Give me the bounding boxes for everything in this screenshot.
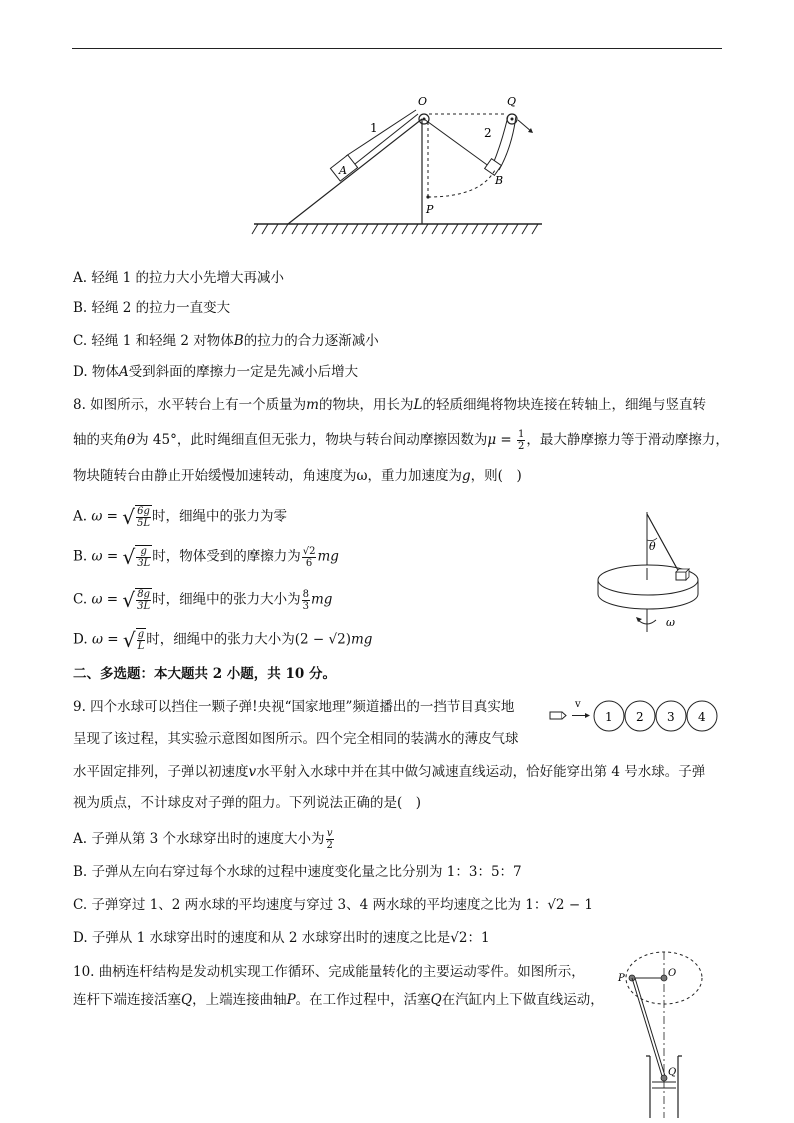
omega-label: ω xyxy=(666,616,675,629)
label-P: P xyxy=(426,203,434,216)
section-2-title: 二、多选题：本大题共 2 小题，共 10 分。 xyxy=(73,666,336,682)
bullet xyxy=(550,712,562,719)
label-P: P xyxy=(618,973,625,984)
piston-Q xyxy=(661,1075,667,1081)
dashed-arc xyxy=(428,170,495,197)
q8-option-d[interactable]: D. ω = √ $\frac{g}{L}$ 时，细绳中的张力大小为(2 − √2)mg xyxy=(73,628,373,652)
rope-1 xyxy=(355,114,418,164)
q10-crank-figure xyxy=(612,948,724,1120)
sqrt-expression: √ $\frac{g}{3L}$ xyxy=(122,545,151,569)
rope-OB xyxy=(424,119,490,167)
label-O: O xyxy=(418,95,428,108)
theta-label: θ xyxy=(649,540,656,553)
label-A: A xyxy=(339,164,347,177)
label-O: O xyxy=(668,968,677,979)
q8-option-b[interactable]: B. ω = √ $\frac{g}{3L}$ 时，物体受到的摩擦力为 $\frac{√2}{6}$ mg xyxy=(73,545,339,569)
q8-turntable-figure xyxy=(590,510,710,635)
q9-stem-line2: 呈现了该过程，其实验示意图如图所示。四个完全相同的装满水的薄皮气球 xyxy=(73,731,519,747)
label-2: 2 xyxy=(484,126,492,140)
q8-option-a[interactable]: A. ω = √ $\frac{6g}{5L}$ 时，细绳中的张力为零 xyxy=(73,505,288,529)
ground-hatch xyxy=(252,224,542,234)
velocity-label: v xyxy=(575,699,581,710)
sqrt-expression: √ $\frac{6g}{5L}$ xyxy=(122,505,151,529)
label-B: B xyxy=(495,174,504,187)
q8-option-c[interactable]: C. ω = √ $\frac{8g}{3L}$ 时，细绳中的张力大小为 $\frac{8}{3}$ mg xyxy=(73,588,333,612)
q8-mu-fraction: $\frac{1}{2}$ xyxy=(518,429,525,452)
q10-stem-line2: 连杆下端连接活塞Q，上端连接曲轴P。在工作过程中，活塞Q在汽缸内上下做直线运动， xyxy=(73,992,604,1008)
incline xyxy=(288,119,422,224)
label-1: 1 xyxy=(370,121,378,135)
label-Q: Q xyxy=(668,1067,677,1078)
q9-option-a[interactable]: A. 子弹从第 3 个水球穿出时的速度大小为 $\frac{v}{2}$ xyxy=(73,828,333,851)
label-Q: Q xyxy=(507,95,517,108)
q9-option-d[interactable]: D. 子弹从 1 水球穿出时的速度和从 2 水球穿出时的速度之比是√2：1 xyxy=(73,930,490,946)
connecting-rod-1 xyxy=(632,978,662,1076)
q8-stem-line1: 8. 如图所示，水平转台上有一个质量为m的物块，用长为L的轻质细绳将物块连接在转轴上，细绳与竖直转 xyxy=(73,397,706,413)
q9-stem-line1: 9. 四个水球可以挡住一颗子弹!央视“国家地理”频道播出的一挡节目真实地 xyxy=(73,699,515,715)
sqrt-expression: √ $\frac{g}{L}$ xyxy=(122,628,145,652)
q9-stem-line3: 水平固定排列，子弹以初速度v水平射入水球中并在其中做匀减速直线运动，恰好能穿出第 4 号水球。子弹 xyxy=(73,764,706,780)
header-rule xyxy=(72,48,722,49)
ball-label-1: 1 xyxy=(605,710,613,724)
q7-option-b[interactable]: B. 轻绳 2 的拉力一直变大 xyxy=(73,300,231,316)
ball-label-4: 4 xyxy=(698,710,706,724)
q8-stem-line3: 物块随转台由静止开始缓慢加速转动，角速度为ω，重力加速度为g，则( ) xyxy=(73,468,522,484)
q7-option-a[interactable]: A. 轻绳 1 的拉力大小先增大再减小 xyxy=(73,270,285,286)
q8-stem-line2: 轴的夹角θ为 45°，此时绳细直但无张力，物块与转台间动摩擦因数为μ = $\frac{1}{2}$ ，最大静摩擦力等于滑动摩擦力， xyxy=(73,429,729,452)
q10-stem-line1: 10. 曲柄连杆结构是发动机实现工作循环、完成能量转化的主要运动零件。如图所示， xyxy=(73,964,585,980)
q9-stem-line4: 视为质点，不计球皮对子弹的阻力。下列说法正确的是( ) xyxy=(73,795,422,811)
sqrt-expression: √ $\frac{8g}{3L}$ xyxy=(122,588,151,612)
q9-option-c[interactable]: C. 子弹穿过 1、2 两水球的平均速度与穿过 3、4 两水球的平均速度之比为 1：√2 − 1 xyxy=(73,897,594,913)
block xyxy=(676,569,689,580)
q7-option-d[interactable]: D. 物体A受到斜面的摩擦力一定是先减小后增大 xyxy=(73,364,359,380)
q9-water-balls-figure xyxy=(548,698,723,734)
q9-option-b[interactable]: B. 子弹从左向右穿过每个水球的过程中速度变化量之比分别为 1：3：5：7 xyxy=(73,864,522,880)
ball-label-3: 3 xyxy=(667,710,675,724)
q7-figure xyxy=(250,92,550,242)
q7-option-c[interactable]: C. 轻绳 1 和轻绳 2 对物体B的拉力的合力逐渐减小 xyxy=(73,333,379,349)
rope-1b xyxy=(346,110,416,156)
ball-label-2: 2 xyxy=(636,710,644,724)
